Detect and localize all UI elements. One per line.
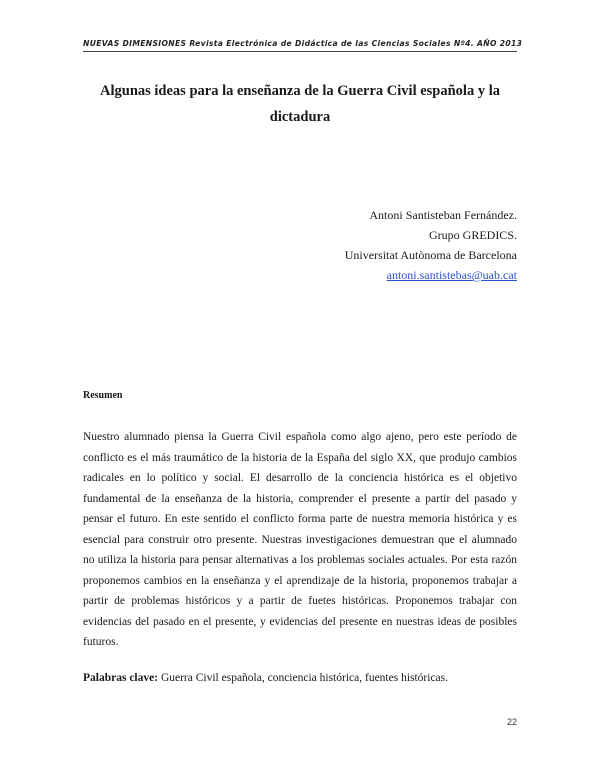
abstract-heading: Resumen <box>83 390 123 401</box>
running-header: NUEVAS DIMENSIONES Revista Electrónica de Didáctica de las Ciencias Sociales Nº4. AÑO 2013 <box>83 39 523 48</box>
author-block <box>345 205 517 285</box>
keywords-label: Palabras clave: <box>83 672 159 684</box>
author-group: Grupo GREDICS. <box>428 228 517 242</box>
article-title: Algunas ideas para la enseñanza de la Guerra Civil española y la dictadura <box>100 83 500 125</box>
author-email-link[interactable]: antoni.santistebas@uab.cat <box>386 268 517 282</box>
keywords <box>83 669 517 687</box>
author-name: Antoni Santisteban Fernández. <box>369 208 517 222</box>
keywords-text: Guerra Civil española, conciencia histórica, fuentes históricas. <box>160 672 449 684</box>
author-affiliation: Universitat Autònoma de Barcelona <box>344 248 517 262</box>
page-number: 22 <box>506 717 517 727</box>
header-divider <box>83 51 517 52</box>
abstract-text: Nuestro alumnado piensa la Guerra Civil española como algo ajeno, pero este período de conflicto es el más traumático de la historia de la España del siglo XX, que produjo cambios radicales en lo político y social. El desarrollo de la conciencia histórica es el objetivo fundamental de la enseñanza de la historia, comprender el presente a partir del pasado y pensar el futuro. En este sentido el conflicto forma parte de nuestra memoria histórica y es esencial para construir otro presente. Nuestras investigaciones demuestran que el alumnado no utiliza la historia para pensar alternativas a los problemas sociales actuales. Por esta razón proponemos cambios en la enseñanza y el aprendizaje de la historia, proponemos trabajar a partir de problemas históricos y a partir de fuetes históricas. Proponemos trabajar con evidencias del pasado en el presente, y evidencias del presente en nuestras ideas de posibles futuros. <box>83 431 517 648</box>
